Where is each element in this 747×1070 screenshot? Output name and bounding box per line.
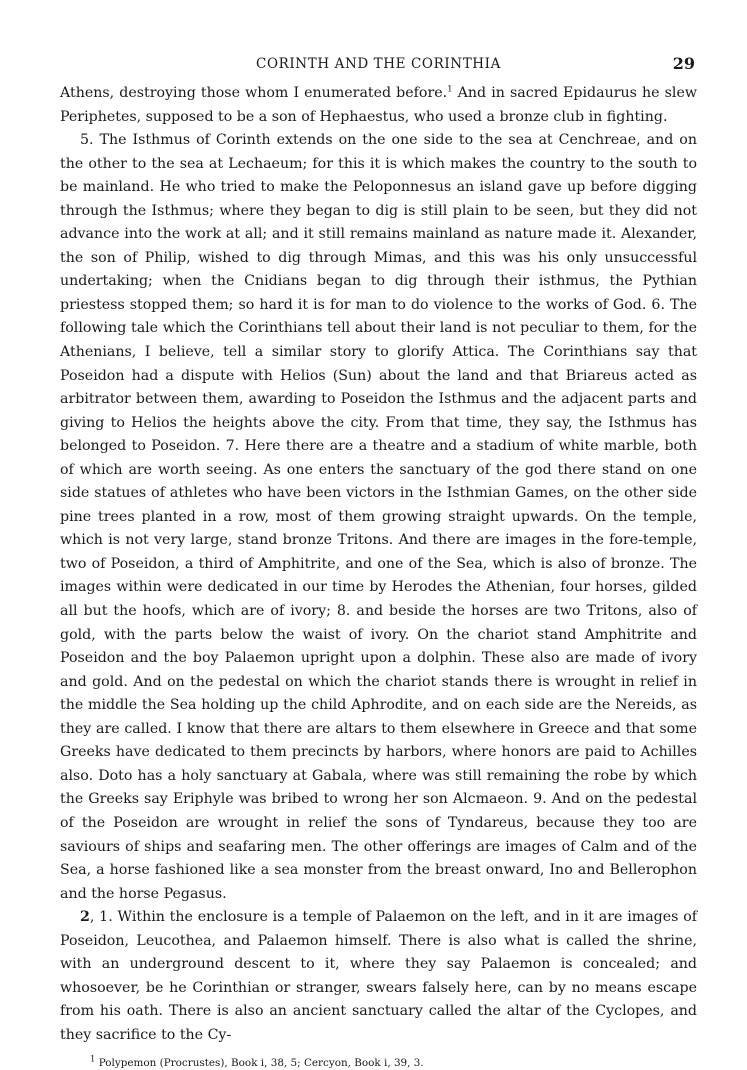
paragraph-text: And in sacred Epidaurus he slew Periphetes, supposed to be a son of Hephaestus, who used a bronze club in fighting. <box>60 85 697 125</box>
footnotes <box>60 1056 697 1070</box>
paragraph-text: , 1. Within the enclosure is a temple of Palaemon on the left, and in it are images of Poseidon, Leucothea, and Palaemon himself. There is also what is called the shrine, with an underground descent to it, where they say Palaemon is concealed; and whosoever, be he Corinthian or stranger, swears falsely here, can by no means escape from his oath. There is also an ancient sanctuary called the altar of the Cyclopes, and they sacrifice to the Cy- <box>60 909 697 1043</box>
chapter-number: 2 <box>80 909 90 926</box>
paragraph-section-5: 5. The Isthmus of Corinth extends on the one side to the sea at Cenchreae, and on the other to the sea at Lechaeum; for this it is which makes the country to the south to be mainland. He who tried to make the Peloponnesus an island gave up before digging through the Isthmus; where they began to dig is still plain to be seen, but they did not advance into the work at all; and it still remains mainland as nature made it. Alexander, the son of Philip, wished to dig through Mimas, and this was his only unsuccessful undertaking; when the Cnidians began to dig through their isthmus, the Pythian priestess stopped them; so hard it is for man to do violence to the works of God. 6. The following tale which the Corinthians tell about their land is not peculiar to them, for the Athenians, I believe, tell a similar story to glorify Attica. The Corinthians say that Poseidon had a dispute with Helios (Sun) about the land and that Briareus acted as arbitrator between them, awarding to Poseidon the Isthmus and the adjacent parts and giving to Helios the heights above the city. From that time, they say, the Isthmus has belonged to Poseidon. 7. Here there are a theatre and a stadium of white marble, both of which are worth seeing. As one enters the sanctuary of the god there stand on one side statues of athletes who have been victors in the Isthmian Games, on the other side pine trees planted in a row, most of them growing straight upwards. On the temple, which is not very large, stand bronze Tritons. And there are images in the fore-temple, two of Poseidon, a third of Amphitrite, and one of the Sea, which is also of bronze. The images within were dedicated in our time by Herodes the Athenian, four horses, gilded all but the hoofs, which are of ivory; 8. and beside the horses are two Tritons, also of gold, with the parts below the waist of ivory. On the chariot stand Amphitrite and Poseidon and the boy Palaemon upright upon a dolphin. These also are made of ivory and gold. And on the pedestal on which the chariot stands there is wrought in relief in the middle the Sea holding up the child Aphrodite, and on each side are the Nereids, as they are called. I know that there are altars to them elsewhere in Greece and that some Greeks have dedicated to them precincts by harbors, where honors are paid to Achilles also. Doto has a holy sanctuary at Gabala, where was still remaining the robe by which the Greeks say Eriphyle was bribed to wrong her son Alcmaeon. 9. And on the pedestal of the Poseidon are wrought in relief the sons of Tyndareus, because they too are saviours of ships and seafaring men. The other offerings are images of Calm and of the Sea, a horse fashioned like a sea monster from the breast onward, Ino and Bellerophon and the horse Pegasus. <box>60 132 697 902</box>
paragraph-continuation <box>60 82 697 129</box>
footnote <box>90 1056 697 1070</box>
page-number: 29 <box>672 54 695 73</box>
running-head <box>60 54 697 82</box>
book-page <box>60 54 697 1070</box>
footnote-marker: 1 <box>90 1054 96 1065</box>
paragraph-chapter-2 <box>60 906 697 1047</box>
main-text <box>60 82 697 1047</box>
paragraph-text: Athens, destroying those whom I enumerated before. <box>60 85 448 101</box>
running-title: CORINTH AND THE CORINTHIA <box>256 56 501 72</box>
footnote-text: Polypemon (Procrustes), Book i, 38, 5; Cercyon, Book i, 39, 3. <box>95 1057 424 1070</box>
footnote-reference: 1 <box>447 84 453 95</box>
